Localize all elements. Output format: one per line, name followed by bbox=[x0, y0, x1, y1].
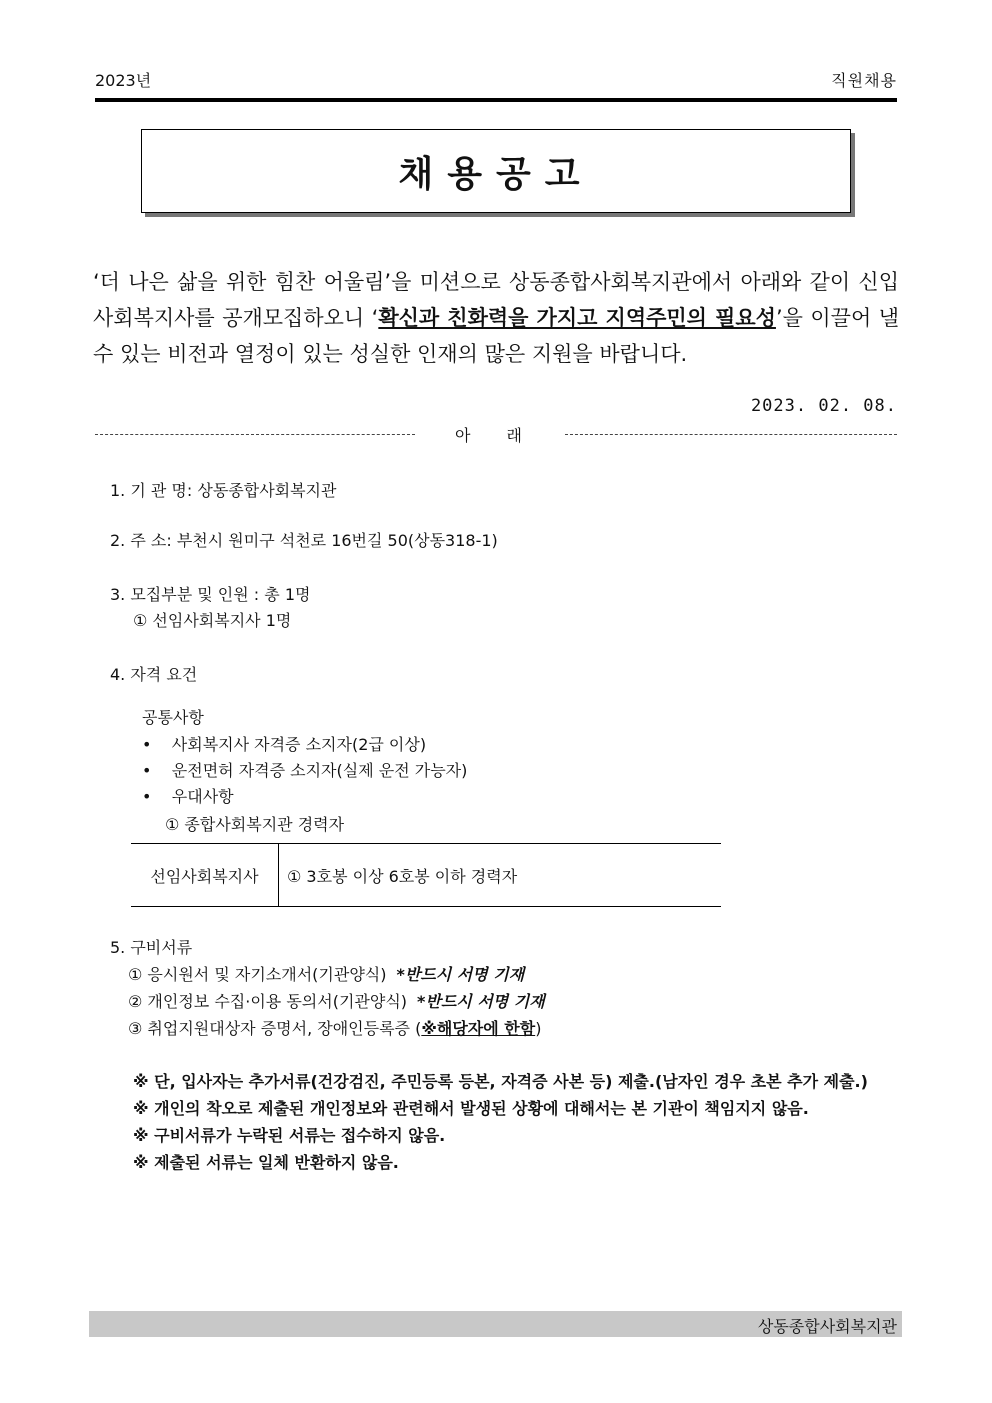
preferred-sub: ① 종합사회복지관 경력자 bbox=[165, 815, 345, 834]
item-address: 2. 주 소: 부천시 원미구 석천로 16번길 50(상동318-1) bbox=[110, 531, 498, 550]
bullet-item: • 사회복지사 자격증 소지자(2급 이상) bbox=[142, 735, 427, 754]
item-recruit-sub: ① 선임사회복지사 1명 bbox=[133, 611, 292, 630]
documents-heading: 5. 구비서류 bbox=[110, 938, 193, 957]
item-organization: 1. 기 관 명: 상동종합사회복지관 bbox=[110, 481, 337, 500]
notice-line: ※ 단, 입사자는 추가서류(건강검진, 주민등록 등본, 자격증 사본 등) 제출.(남자인 경우 초본 추가 제출.) bbox=[133, 1072, 868, 1091]
header-year: 2023년 bbox=[95, 71, 152, 90]
bullet-item: • 운전면허 자격증 소지자(실제 운전 가능자) bbox=[142, 761, 468, 780]
bullet-item: • 우대사항 bbox=[142, 787, 234, 806]
item-qualification: 4. 자격 요건 bbox=[110, 665, 198, 684]
header-category: 직원채용 bbox=[831, 71, 897, 90]
table-requirement-cell: ① 3호봉 이상 6호봉 이하 경력자 bbox=[287, 866, 518, 886]
document-item: ② 개인정보 수집·이용 동의서(기관양식) *반드시 서명 기재 bbox=[128, 992, 545, 1011]
document-item: ③ 취업지원대상자 증명서, 장애인등록증 (※해당자에 한함) bbox=[128, 1019, 542, 1038]
intro-text-1: ‘더 나은 삶을 위한 힘찬 어울림’을 미션으로 상동종합사회복지관에서 아래와 같이 신입 사회복지사를 공개모집하오니 ‘ bbox=[93, 270, 899, 330]
separator-label: 아래 bbox=[455, 426, 558, 445]
intro-emphasis: 확신과 친화력을 가지고 지역주민의 필요성 bbox=[378, 306, 776, 330]
document-item: ① 응시원서 및 자기소개서(기관양식) *반드시 서명 기재 bbox=[128, 965, 525, 984]
page-title: 채용공고 bbox=[141, 129, 851, 213]
intro-paragraph bbox=[93, 264, 899, 372]
item-recruit: 3. 모집부분 및 인원 : 총 1명 bbox=[110, 585, 311, 604]
notice-line: ※ 구비서류가 누락된 서류는 접수하지 않음. bbox=[133, 1126, 446, 1145]
footer-organization: 상동종합사회복지관 bbox=[757, 1317, 897, 1336]
common-heading: 공통사항 bbox=[142, 708, 204, 727]
table-position-cell: 선임사회복지사 bbox=[131, 844, 279, 906]
separator-left bbox=[95, 434, 415, 435]
announcement-date: 2023. 02. 08. bbox=[750, 396, 897, 416]
separator-right bbox=[565, 434, 897, 435]
intro-text-2: ’을 이끌어 낼 수 있는 비전과 열정이 있는 성실한 인재의 많은 지원을 바랍니다. bbox=[93, 306, 899, 366]
notice-line: ※ 개인의 착오로 제출된 개인정보와 관련해서 발생된 상황에 대해서는 본 기관이 책임지지 않음. bbox=[133, 1099, 809, 1118]
qualification-table bbox=[131, 843, 721, 907]
header-divider bbox=[95, 98, 897, 102]
notice-line: ※ 제출된 서류는 일체 반환하지 않음. bbox=[133, 1153, 399, 1172]
